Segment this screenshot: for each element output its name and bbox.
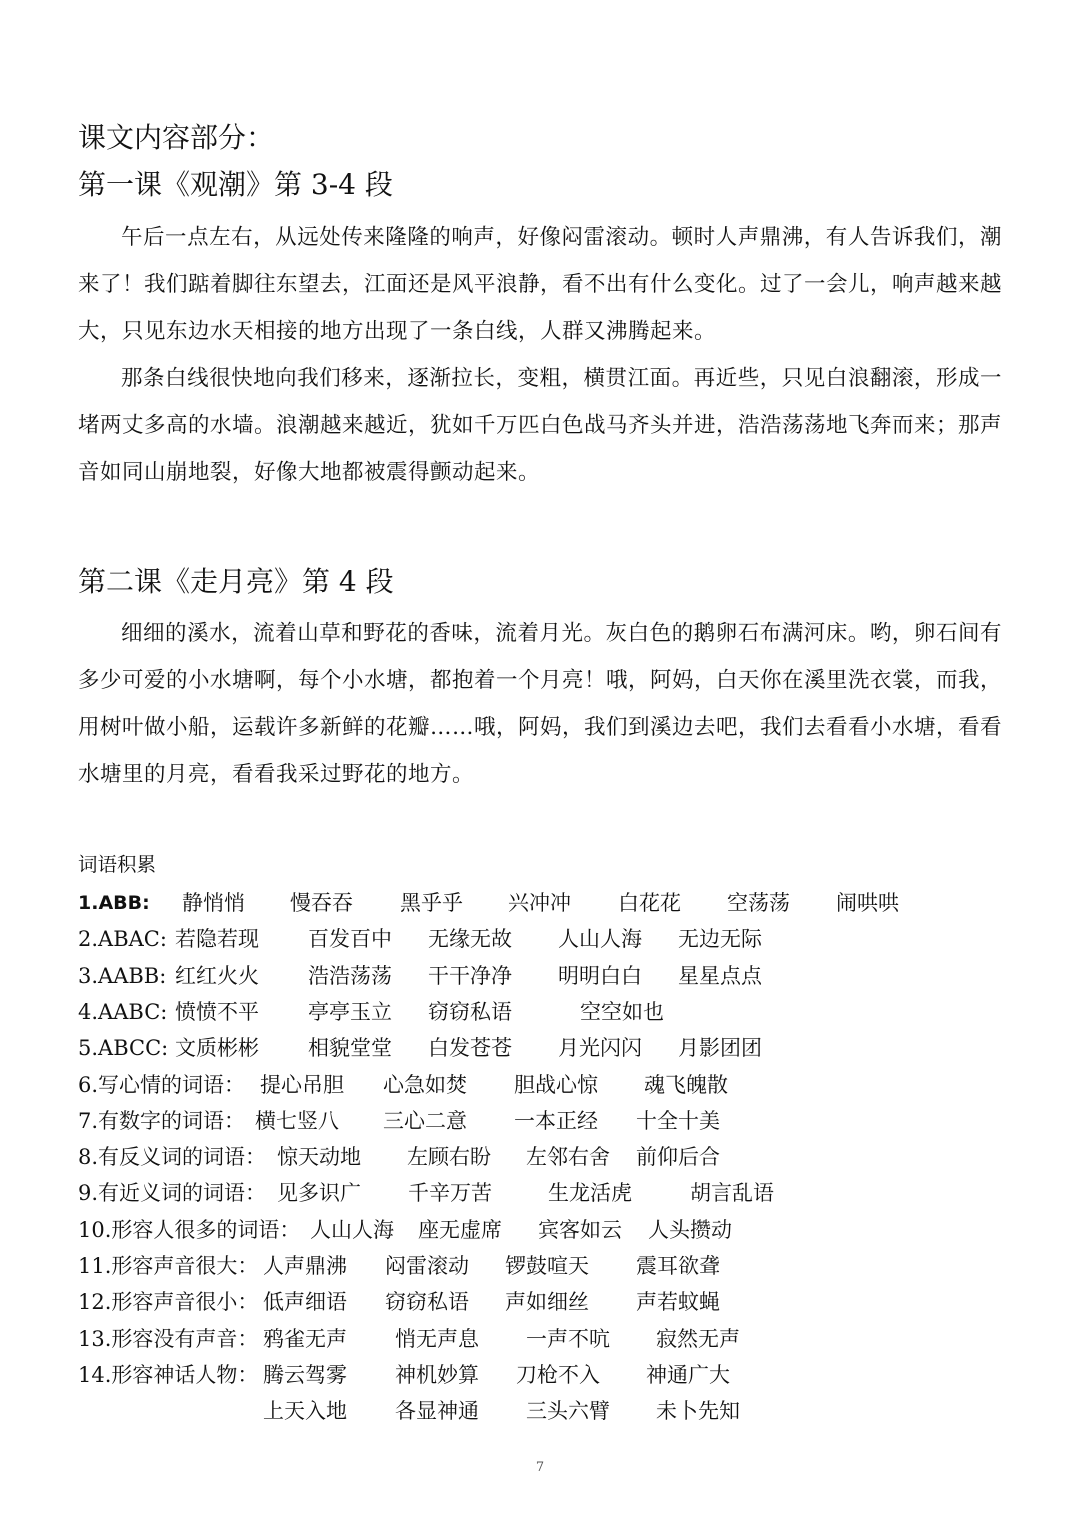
vocab-word: 无边无际 bbox=[678, 927, 762, 952]
lesson2-line: 用树叶做小船，运载许多新鲜的花瓣……哦，阿妈，我们到溪边去吧，我们去看看小水塘，看看 bbox=[78, 715, 1003, 740]
vocab-word: 提心吊胆 bbox=[260, 1072, 344, 1097]
vocab-word: 低声细语 bbox=[263, 1290, 347, 1315]
vocab-row-label: 14.形容神话人物： bbox=[78, 1362, 259, 1387]
vocab-word: 见多识广 bbox=[277, 1181, 361, 1206]
vocab-row-label: 4.AABC: bbox=[78, 999, 168, 1024]
vocab-word: 明明白白 bbox=[558, 963, 642, 988]
vocab-word: 闷雷滚动 bbox=[385, 1254, 469, 1278]
vocab-word: 闹哄哄 bbox=[836, 891, 899, 915]
vocab-row-label: 12.形容声音很小： bbox=[78, 1290, 259, 1315]
vocab-word: 浩浩荡荡 bbox=[308, 963, 392, 988]
vocab-row-label: 3.AABB: bbox=[78, 963, 167, 988]
vocab-word: 人山人海 bbox=[310, 1217, 394, 1242]
vocab-word: 慢吞吞 bbox=[290, 891, 353, 915]
vocab-word: 惊天动地 bbox=[277, 1145, 361, 1170]
vocab-word: 黑乎乎 bbox=[400, 891, 463, 915]
vocab-word: 神机妙算 bbox=[395, 1362, 479, 1387]
lesson1-line: 音如同山崩地裂，好像大地都被震得颤动起来。 bbox=[78, 460, 541, 485]
vocab-word: 上天入地 bbox=[263, 1399, 347, 1424]
vocab-word: 一本正经 bbox=[514, 1108, 598, 1133]
vocab-word: 未卜先知 bbox=[656, 1399, 740, 1424]
lesson1-line: 大，只见东边水天相接的地方出现了一条白线，人群又沸腾起来。 bbox=[78, 319, 717, 344]
vocab-row-label: 11.形容声音很大： bbox=[78, 1254, 259, 1278]
vocab-word: 白发苍苍 bbox=[428, 1036, 512, 1061]
vocab-word: 人山人海 bbox=[558, 927, 642, 952]
vocab-word: 宾客如云 bbox=[538, 1217, 622, 1242]
vocab-word: 千辛万苦 bbox=[408, 1181, 492, 1206]
vocab-word: 百发百中 bbox=[308, 927, 392, 952]
lesson2-line: 细细的溪水，流着山草和野花的香味，流着月光。灰白色的鹅卵石布满河床。哟，卵石间有 bbox=[121, 621, 1002, 646]
vocab-word: 月光闪闪 bbox=[558, 1036, 642, 1061]
vocab-word: 神通广大 bbox=[646, 1362, 730, 1387]
vocab-word: 刀枪不入 bbox=[516, 1362, 600, 1387]
vocab-word: 震耳欲聋 bbox=[636, 1254, 720, 1278]
vocab-word: 无缘无故 bbox=[428, 927, 512, 952]
vocab-word: 鸦雀无声 bbox=[263, 1326, 347, 1351]
vocab-word: 白花花 bbox=[618, 891, 681, 915]
vocab-word: 横七竖八 bbox=[255, 1108, 339, 1133]
vocab-word: 干干净净 bbox=[428, 963, 512, 988]
lesson1-line: 来了！我们踮着脚往东望去，江面还是风平浪静，看不出有什么变化。过了一会儿，响声越来越 bbox=[78, 272, 1003, 297]
lesson1-text bbox=[78, 214, 1002, 496]
vocab-word: 悄无声息 bbox=[395, 1326, 479, 1351]
vocab-word: 生龙活虎 bbox=[548, 1181, 632, 1206]
vocab-row-label: 6.写心情的词语： bbox=[78, 1072, 246, 1097]
vocab-word: 声若蚊蝇 bbox=[636, 1290, 720, 1315]
vocab-word: 前仰后合 bbox=[636, 1145, 720, 1170]
vocab-word: 若隐若现 bbox=[175, 927, 259, 952]
vocab-word: 文质彬彬 bbox=[175, 1036, 259, 1061]
vocab-row-label: 7.有数字的词语： bbox=[78, 1108, 246, 1133]
vocab-word: 窃窃私语 bbox=[428, 999, 512, 1024]
lesson1-line: 午后一点左右，从远处传来隆隆的响声，好像闷雷滚动。顿时人声鼎沸，有人告诉我们，潮 bbox=[121, 225, 1002, 250]
vocab-word: 亭亭玉立 bbox=[308, 999, 392, 1024]
lesson2-line: 水塘里的月亮，看看我采过野花的地方。 bbox=[78, 762, 475, 787]
vocab-row-label: 9.有近义词的词语： bbox=[78, 1181, 267, 1206]
vocab-word: 腾云驾雾 bbox=[263, 1362, 347, 1387]
vocab-word: 月影团团 bbox=[678, 1036, 762, 1061]
vocab-word: 星星点点 bbox=[678, 963, 762, 988]
vocab-word: 空空如也 bbox=[580, 999, 664, 1024]
vocab-word: 座无虚席 bbox=[418, 1217, 502, 1242]
vocab-word: 一声不吭 bbox=[526, 1326, 610, 1351]
vocab-row-label: 13.形容没有声音： bbox=[78, 1326, 259, 1351]
vocab-word: 声如细丝 bbox=[505, 1290, 589, 1315]
lesson2-text bbox=[78, 610, 1002, 798]
vocab-word: 锣鼓喧天 bbox=[505, 1254, 589, 1278]
vocab-word: 胡言乱语 bbox=[690, 1181, 774, 1206]
lesson1-title: 第一课《观潮》第 3-4 段 bbox=[78, 168, 393, 201]
vocab-word: 十全十美 bbox=[636, 1108, 720, 1133]
vocab-word: 人头攒动 bbox=[648, 1217, 732, 1242]
vocab-row-label: 5.ABCC: bbox=[78, 1036, 169, 1061]
vocab-word: 三心二意 bbox=[383, 1108, 467, 1133]
vocab-word: 各显神通 bbox=[395, 1399, 479, 1424]
vocab-word: 愤愤不平 bbox=[175, 999, 259, 1024]
vocab-word: 左邻右舍 bbox=[526, 1145, 610, 1170]
vocab-word: 相貌堂堂 bbox=[308, 1036, 392, 1061]
vocab-row-label: 2.ABAC: bbox=[78, 927, 167, 952]
lesson2-line: 多少可爱的小水塘啊，每个小水塘，都抱着一个月亮！哦，阿妈，白天你在溪里洗衣裳，而我， bbox=[78, 668, 1003, 693]
vocab-word: 胆战心惊 bbox=[514, 1072, 598, 1097]
vocab-word: 魂飞魄散 bbox=[644, 1072, 728, 1097]
vocab-word: 空荡荡 bbox=[727, 891, 790, 915]
vocab-word: 红红火火 bbox=[175, 963, 259, 988]
vocab-word: 三头六臂 bbox=[526, 1399, 610, 1424]
vocab-row-label: 8.有反义词的词语： bbox=[78, 1145, 267, 1170]
vocab-row-label: 1.ABB: bbox=[78, 892, 150, 914]
vocab-title: 词语积累 bbox=[78, 853, 157, 876]
vocab-word: 心急如焚 bbox=[383, 1072, 467, 1097]
vocab-word: 兴冲冲 bbox=[508, 891, 571, 915]
section-title: 课文内容部分： bbox=[78, 121, 275, 154]
page-number: 7 bbox=[535, 1460, 545, 1475]
vocab-word: 窃窃私语 bbox=[385, 1290, 469, 1315]
vocab-word: 静悄悄 bbox=[182, 891, 245, 915]
vocab-word: 人声鼎沸 bbox=[263, 1254, 347, 1278]
vocab-row-label: 10.形容人很多的词语： bbox=[78, 1217, 301, 1242]
vocab-word: 寂然无声 bbox=[656, 1326, 740, 1351]
lesson1-line: 那条白线很快地向我们移来，逐渐拉长，变粗，横贯江面。再近些，只见白浪翻滚，形成一 bbox=[121, 366, 1002, 391]
vocab-word: 左顾右盼 bbox=[407, 1145, 491, 1170]
lesson2-title: 第二课《走月亮》第 4 段 bbox=[78, 565, 394, 598]
lesson1-line: 堵两丈多高的水墙。浪潮越来越近，犹如千万匹白色战马齐头并进，浩浩荡荡地飞奔而来；那声 bbox=[78, 413, 1003, 438]
